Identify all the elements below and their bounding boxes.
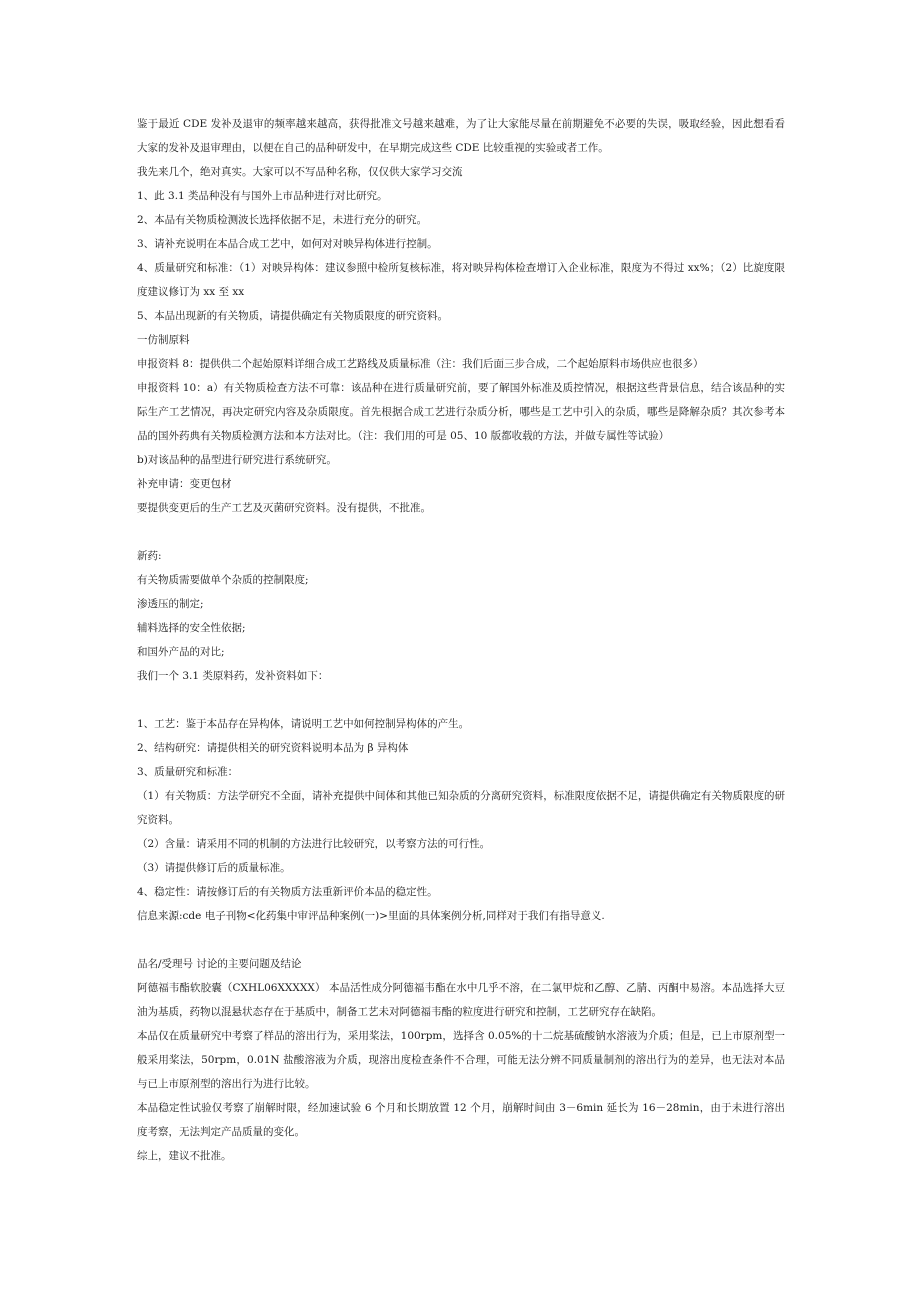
- list-item: 4、质量研究和标准：（1）对映异构体：建议参照中检所复核标准，将对映异构体检查增订入企业标准，限度为不得过 xx%；（2）比旋度限度建议修订为 xx 至 xx: [137, 262, 785, 298]
- list-item: （3）请提供修订后的质量标准。: [137, 862, 291, 874]
- case-conclusion: 综上，建议不批准。: [137, 1150, 232, 1162]
- case-paragraph: 本品稳定性试验仅考察了崩解时限，经加速试验 6 个月和长期放置 12 个月，崩解时间由 3－6min 延长为 16－28min，由于未进行溶出度考察，无法判定产品质量的变化。: [137, 1102, 785, 1138]
- intro-paragraph: 鉴于最近 CDE 发补及退审的频率越来越高，获得批准文号越来越难，为了让大家能尽量在前期避免不必要的失误，吸取经验，因此想看看大家的发补及退审理由，以便在自己的品种研发中，在早期完成这些 CDE 比较重视的实验或者工作。: [137, 118, 785, 154]
- list-item: 1、工艺：鉴于本品存在异构体，请说明工艺中如何控制异构体的产生。: [137, 718, 470, 730]
- generic-paragraph: b)对该品种的晶型进行研究进行系统研究。: [137, 454, 337, 466]
- generic-paragraph: 补充申请：变更包材: [137, 478, 232, 490]
- section-title-case: 品名/受理号 讨论的主要问题及结论: [137, 958, 302, 970]
- list-item: （1）有关物质：方法学研究不全面，请补充提供中间体和其他已知杂质的分离研究资料，标准限度依据不足，请提供确定有关物质限度的研究资料。: [137, 790, 785, 826]
- list-item: 辅料选择的安全性依据;: [137, 622, 246, 634]
- list-item: 渗透压的制定;: [137, 598, 204, 610]
- list-item: 我们一个 3.1 类原料药，发补资料如下：: [137, 670, 329, 682]
- list-item: 2、本品有关物质检测波长选择依据不足，未进行充分的研究。: [137, 214, 428, 226]
- blank-line: [137, 928, 785, 952]
- section-title-generic: 一仿制原料: [137, 334, 190, 346]
- generic-paragraph: 申报资料 10：a）有关物质检查方法不可靠：该品种在进行质量研究前，要了解国外标准及质控情况，根据这些背景信息，结合该品种的实际生产工艺情况，再决定研究内容及杂质限度。首先根据合成工艺进行杂质分析，哪些是工艺中引入的杂质，哪些是降解杂质？其次参考本品的国外药典有关物质检测方法和本方法对比。（注：我们用的可是 05、10 版都收载的方法，并做专属性等试验）: [137, 382, 785, 442]
- list-item: 3、请补充说明在本品合成工艺中，如何对对映异构体进行控制。: [137, 238, 438, 250]
- case-paragraph: 阿德福韦酯软胶囊（CXHL06XXXXX） 本品活性成分阿德福韦酯在水中几乎不溶，在二氯甲烷和乙醇、乙腈、丙酮中易溶。本品选择大豆油为基质，药物以混悬状态存在于基质中，制备工艺未对阿德福韦酯的粒度进行研究和控制，工艺研究存在缺陷。: [137, 982, 785, 1018]
- case-paragraph: 本品仅在质量研究中考察了样品的溶出行为，采用桨法，100rpm，选择含 0.05%的十二烷基硫酸钠水溶液为介质；但是，已上市原剂型一般采用桨法，50rpm，0.01N 盐酸溶液为介质，现溶出度检查条件不合理，可能无法分辨不同质量制剂的溶出行为的差异，也无法对本品与已上市原剂型的溶出行为进行比较。: [137, 1030, 785, 1090]
- list-item: 5、本品出现新的有关物质，请提供确定有关物质限度的研究资料。: [137, 310, 449, 322]
- section-title-new-drug: 新药:: [137, 550, 162, 562]
- list-item: 4、稳定性：请按修订后的有关物质方法重新评价本品的稳定性。: [137, 886, 438, 898]
- generic-paragraph: 申报资料 8：提供供二个起始原料详细合成工艺路线及质量标准（注：我们后面三步合成，二个起始原料市场供应也很多）: [137, 358, 704, 370]
- blank-line: [137, 688, 785, 712]
- list-item: 2、结构研究：请提供相关的研究资料说明本品为 β 异构体: [137, 742, 409, 754]
- list-item: （2）含量：请采用不同的机制的方法进行比较研究，以考察方法的可行性。: [137, 838, 491, 850]
- blank-line: [137, 520, 785, 544]
- source-note: 信息来源:cde 电子刊物<化药集中审评品种案例(一)>里面的具体案例分析,同样对于我们有指导意义.: [137, 910, 605, 922]
- document-page: [137, 112, 785, 1168]
- list-item: 有关物质需要做单个杂质的控制限度;: [137, 574, 309, 586]
- list-item: 1、此 3.1 类品种没有与国外上市品种进行对比研究。: [137, 190, 388, 202]
- list-item: 3、质量研究和标准：: [137, 766, 239, 778]
- list-item: 和国外产品的对比;: [137, 646, 225, 658]
- generic-paragraph: 要提供变更后的生产工艺及灭菌研究资料。没有提供，不批准。: [137, 502, 431, 514]
- intro-note: 我先来几个，绝对真实。大家可以不写品种名称，仅仅供大家学习交流: [137, 166, 463, 178]
